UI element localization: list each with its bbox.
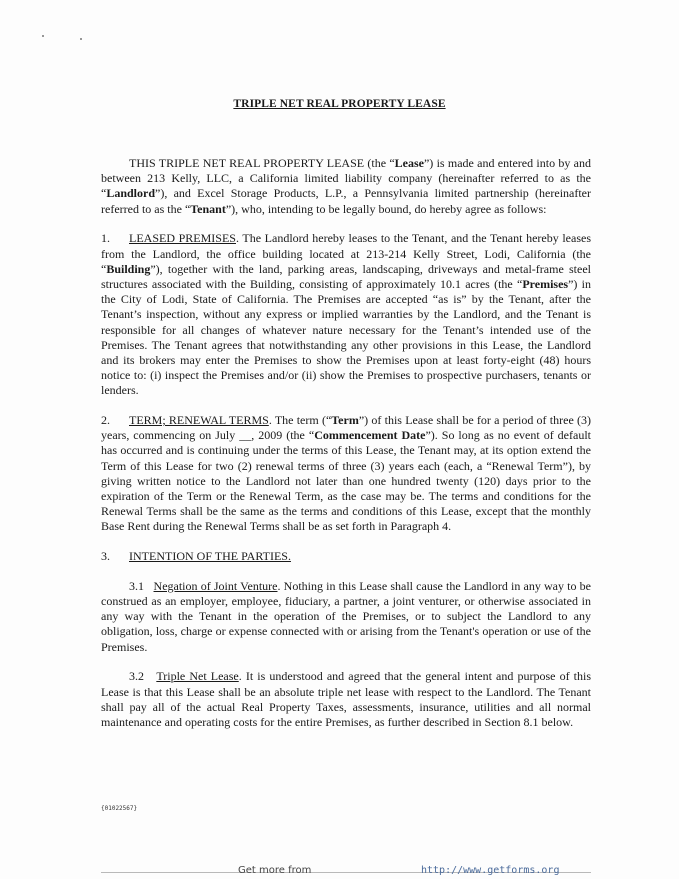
section-3-2-triple-net: 3.2 Triple Net Lease. It is understood and agreed that the general intent and purpose of this Lease is that this Lease shall be an absolute triple net lease with respect to the Landlord. The Tenant shall pay all of the actual Real Property Taxes, assessments, insurance, utilities and all normal maintenance and operating costs for the entire Premises, as further described in Section 8.1 below. xyxy=(101,669,592,729)
section-number: 3.2 xyxy=(129,669,144,684)
section-heading: TERM; RENEWAL TERMS xyxy=(129,413,269,428)
section-heading: INTENTION OF THE PARTIES. xyxy=(129,549,291,564)
intro-paragraph: THIS TRIPLE NET REAL PROPERTY LEASE (the “Lease”) is made and entered into by and between 213 Kelly, LLC, a California limited liability company (hereinafter referred to as the “Landlord”), and Excel Storage Products, L.P., a Pennsylvania limited partnership (hereinafter referred to as the “Tenant”), who, intending to be legally bound, do hereby agree as follows: xyxy=(101,156,591,216)
defined-term-tenant: Tenant xyxy=(190,201,226,216)
defined-term-commencement-date: Commencement Date xyxy=(314,428,426,443)
footer-link[interactable]: http://www.getforms.org xyxy=(421,865,560,876)
defined-term-landlord: Landlord xyxy=(106,186,156,201)
section-3-intention xyxy=(101,549,591,564)
scan-speck xyxy=(42,35,44,37)
footer-promo-text: Get more from xyxy=(238,865,312,876)
section-number: 1. xyxy=(101,231,110,246)
section-1-leased-premises: 1. LEASED PREMISES. The Landlord hereby leases to the Tenant, and the Tenant hereby leases from the Landlord, the office building located at 213-214 Kelly Street, Lodi, California (the “Building”), together with the land, parking areas, landscaping, driveways and metal-frame steel structures associated with the Building, consisting of approximately 10.1 acres (the “Premises”) in the City of Lodi, State of California. The Premises are accepted “as is” by the Tenant, after the Tenant’s inspection, without any express or implied warranties by the Landlord, and the Tenant is responsible for all changes of whatever nature necessary for the Tenant’s intended use of the Premises. The Tenant agrees that notwithstanding any other provisions in this Lease, the Landlord and its brokers may enter the Premises to show the Premises upon at least forty-eight (48) hours notice to: (i) inspect the Premises and/or (ii) show the Premises to prospective purchasers, tenants or lenders. xyxy=(101,231,592,398)
defined-term-term: Term xyxy=(331,413,359,428)
defined-term-premises: Premises xyxy=(522,276,569,291)
defined-term-lease: Lease xyxy=(394,156,424,170)
scan-speck xyxy=(80,38,82,40)
section-heading: LEASED PREMISES xyxy=(129,231,236,246)
section-2-term: 2. TERM; RENEWAL TERMS. The term (“Term”) of this Lease shall be for a period of three (3) years, commencing on July __, 2009 (the “Commencement Date”). So long as no event of default has occurred and is continuing under the terms of this Lease, the Tenant may, at its option extend the Term of this Lease for two (2) renewal terms of three (3) years each (each, a “Renewal Term”), by giving written notice to the Landlord not later than one hundred twenty (120) days prior to the expiration of the Term or the Renewal Term, as the case may be. The terms and conditions for the Renewal Terms shall be the same as the terms and conditions of this Lease, except that the monthly Base Rent during the Renewal Terms shall be as set forth in Paragraph 4. xyxy=(101,413,591,534)
document-title: TRIPLE NET REAL PROPERTY LEASE xyxy=(233,98,446,110)
document-code: {01022567} xyxy=(101,805,138,812)
section-number: 3. xyxy=(101,549,110,564)
section-heading: Triple Net Lease xyxy=(156,669,239,684)
section-3-1-joint-venture: 3.1 Negation of Joint Venture. Nothing in this Lease shall cause the Landlord in any way to be construed as an employer, employee, fiduciary, a partner, a joint venturer, or otherwise associated in any way with the Tenant in the operation of the Premises, or to subject the Landlord to any obligation, loss, charge or expense connected with or arising from the Tenant's operation or use of the Premises. xyxy=(101,578,592,654)
section-heading: Negation of Joint Venture xyxy=(153,578,278,593)
document-body xyxy=(101,156,591,745)
section-number: 2. xyxy=(101,413,110,428)
defined-term-building: Building xyxy=(106,261,151,276)
section-number: 3.1 xyxy=(129,578,144,593)
